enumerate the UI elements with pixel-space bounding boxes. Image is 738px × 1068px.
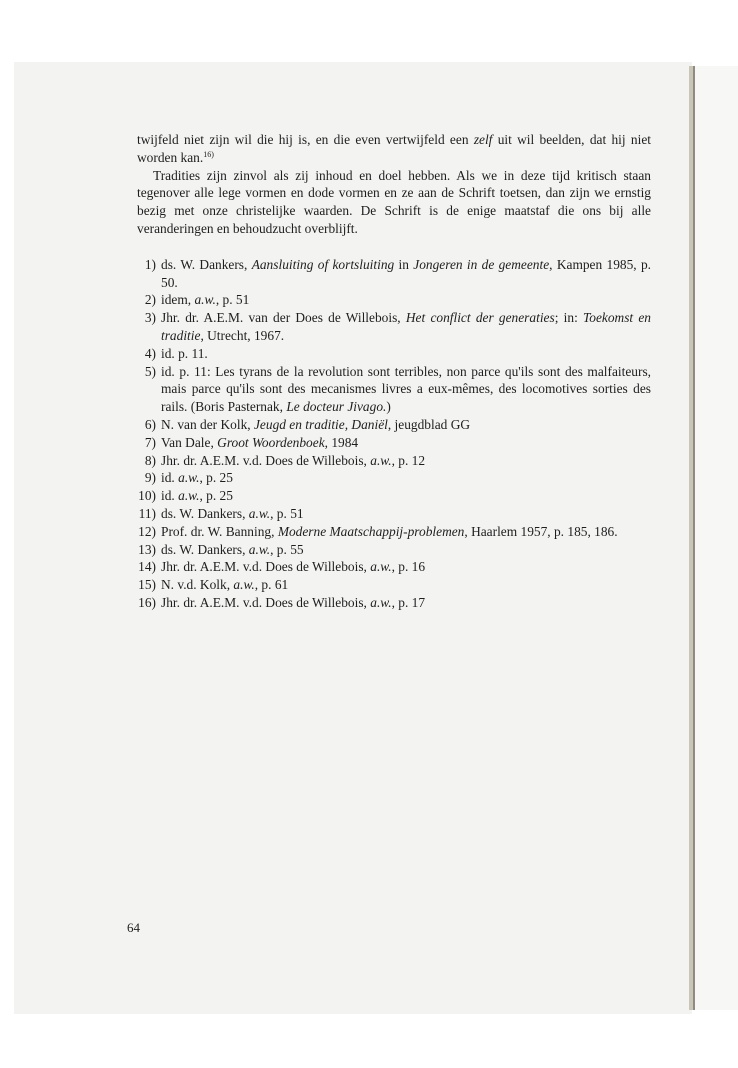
footnote-text-run: Jhr. dr. A.E.M. van der Does de Willebois,: [161, 310, 406, 326]
footnote-text-run: , p. 12: [391, 452, 426, 468]
footnote-text-run: , p. 55: [270, 541, 304, 557]
footnote-italic-title: a.w.: [178, 488, 200, 504]
footnote-text-run: N. v.d. Kolk,: [161, 577, 234, 593]
footnote-item: [137, 523, 651, 541]
footnote-italic-title: Jeugd en traditie, Daniël: [253, 416, 388, 432]
footnote-item: [137, 345, 651, 363]
footnote-number: 8): [144, 452, 156, 468]
footnote-item: [137, 505, 651, 523]
paragraph-tradities: Tradities zijn zinvol als zij inhoud en doel hebben. Als we in deze tijd kritisch staan tegenover alle lege vormen en dode vormen en ze aan de Schrift toetsen, dan zijn we ernstig bezig met onze christelijke waarden. De Schrift is de enige maatstaf die ons bij alle veranderingen en behoudzucht overblijft.: [137, 167, 651, 236]
footnote-number: 3): [144, 310, 156, 326]
footnote-text-run: , 1984: [324, 434, 359, 450]
footnote-text-run: , p. 51: [215, 292, 250, 308]
footnote-text-run: , p. 25: [199, 488, 233, 504]
footnote-italic-title: a.w.: [233, 577, 255, 593]
footnote-text-run: N. van der Kolk,: [161, 416, 254, 432]
footnote-text-run: ds. W. Dankers,: [161, 541, 249, 557]
footnote-text-run: Van Dale,: [161, 434, 218, 450]
footnote-number: 6): [144, 416, 156, 432]
footnote-text: [161, 523, 651, 541]
footnote-text: [161, 487, 651, 505]
footnote-text: [161, 576, 651, 594]
page-number: 64: [127, 920, 140, 935]
footnote-text: [161, 505, 651, 523]
footnote-item: [137, 309, 651, 345]
footnote-text-run: id.: [161, 470, 179, 486]
footnote-italic-title: a.w.: [370, 559, 392, 575]
footnote-text: [161, 558, 651, 576]
footnote-item: [137, 291, 651, 309]
footnote-text: [161, 452, 651, 470]
paragraph-continuation: twijfeld niet zijn wil die hij is, en die even vertwijfeld een zelf uit wil beelden, dat hij niet worden kan.$^{16)}$: [137, 132, 651, 165]
footnote-text: [161, 469, 651, 487]
footnote-italic-title: a.w.: [178, 470, 200, 486]
footnote-italic-title: Jongeren in de gemeente: [413, 256, 550, 272]
footnote-number: 9): [144, 470, 156, 486]
footnote-text-run: , p. 16: [391, 559, 426, 575]
footnote-text: [161, 541, 651, 559]
footnote-ref: 16): [203, 149, 214, 159]
footnote-text-run: ; in:: [554, 310, 584, 326]
footnote-italic-title: Le docteur Jivago.: [286, 399, 387, 415]
footnote-text-run: , jeugdblad GG: [387, 416, 471, 432]
footnote-item: [137, 416, 651, 434]
footnote-item: [137, 434, 651, 452]
footnote-italic-title: Het conflict der generaties: [405, 310, 555, 326]
footnote-item: [137, 256, 651, 292]
footnote-text-run: idem,: [161, 292, 195, 308]
emphasis-zelf: zelf: [473, 132, 493, 147]
footnote-text-run: ds. W. Dankers,: [161, 505, 249, 521]
footnote-item: [137, 576, 651, 594]
footnote-text: [161, 309, 651, 345]
footnote-italic-title: a.w.: [248, 541, 271, 557]
footnote-text: [161, 291, 651, 309]
footnote-item: [137, 487, 651, 505]
footnote-text-run: id. p. 11.: [161, 345, 208, 361]
footnote-number: 4): [144, 345, 156, 361]
footnote-text-run: , Utrecht, 1967.: [200, 327, 285, 343]
footnote-number: 12): [138, 523, 156, 539]
footnote-text-run: Jhr. dr. A.E.M. v.d. Does de Willebois,: [161, 452, 371, 468]
footnote-italic-title: Aansluiting of kortsluiting: [251, 256, 395, 272]
footnote-number: 13): [138, 541, 156, 557]
adjacent-page-edge: [695, 66, 738, 1010]
footnote-text-run: in: [394, 256, 414, 272]
page-content: [137, 131, 651, 612]
footnote-text-run: , p. 51: [270, 505, 304, 521]
footnote-italic-title: Groot Woordenboek: [217, 434, 325, 450]
footnote-number: 15): [138, 577, 156, 593]
footnote-text-run: Prof. dr. W. Banning,: [161, 523, 278, 539]
footnote-text-run: , p. 17: [391, 594, 426, 610]
footnote-text-run: , Haarlem 1957, p. 185, 186.: [464, 523, 618, 539]
footnote-number: 2): [144, 292, 156, 308]
footnote-number: 11): [138, 505, 156, 521]
footnote-italic-title: Toekomst en traditie: [161, 310, 651, 343]
footnote-text: [161, 363, 651, 416]
footnote-number: 7): [144, 434, 156, 450]
footnote-text: [161, 345, 651, 363]
footnote-text: [161, 594, 651, 612]
footnote-text-run: id. p. 11: Les tyrans de la revolution sont terribles, non parce qu'ils sont des malfaiteurs, mais parce qu'ils sont des mecanismes livres a eux-mêmes, des locomotives sorties des rails. (Boris Pasternak,: [161, 363, 651, 415]
footnote-text: [161, 256, 651, 292]
footnote-text-run: , p. 25: [199, 470, 233, 486]
footnote-number: 5): [144, 363, 156, 379]
footnote-list: [137, 256, 651, 612]
footnote-item: [137, 452, 651, 470]
footnote-item: [137, 558, 651, 576]
footnote-item: [137, 541, 651, 559]
footnote-item: [137, 594, 651, 612]
footnote-text-run: ds. W. Dankers,: [161, 256, 252, 272]
footnote-text-run: Jhr. dr. A.E.M. v.d. Does de Willebois,: [161, 559, 371, 575]
footnote-italic-title: Moderne Maatschappij-problemen: [277, 523, 465, 539]
footnote-text-run: , Kampen 1985, p. 50.: [161, 256, 651, 290]
footnote-italic-title: a.w.: [194, 292, 216, 308]
footnote-text: [161, 434, 651, 452]
footnote-italic-title: a.w.: [248, 505, 271, 521]
footnote-number: 1): [144, 256, 156, 272]
footnote-item: [137, 363, 651, 416]
footnote-item: [137, 469, 651, 487]
footnote-italic-title: a.w.: [370, 594, 392, 610]
footnote-number: 10): [138, 488, 156, 504]
footnote-text-run: Jhr. dr. A.E.M. v.d. Does de Willebois,: [161, 594, 371, 610]
footnote-text-run: id.: [161, 488, 179, 504]
footnote-number: 16): [138, 594, 156, 610]
footnote-text: [161, 416, 651, 434]
footnote-text-run: , p. 61: [254, 577, 289, 593]
footnote-number: 14): [138, 559, 156, 575]
footnote-text-run: ): [386, 399, 391, 415]
footnote-italic-title: a.w.: [370, 452, 392, 468]
